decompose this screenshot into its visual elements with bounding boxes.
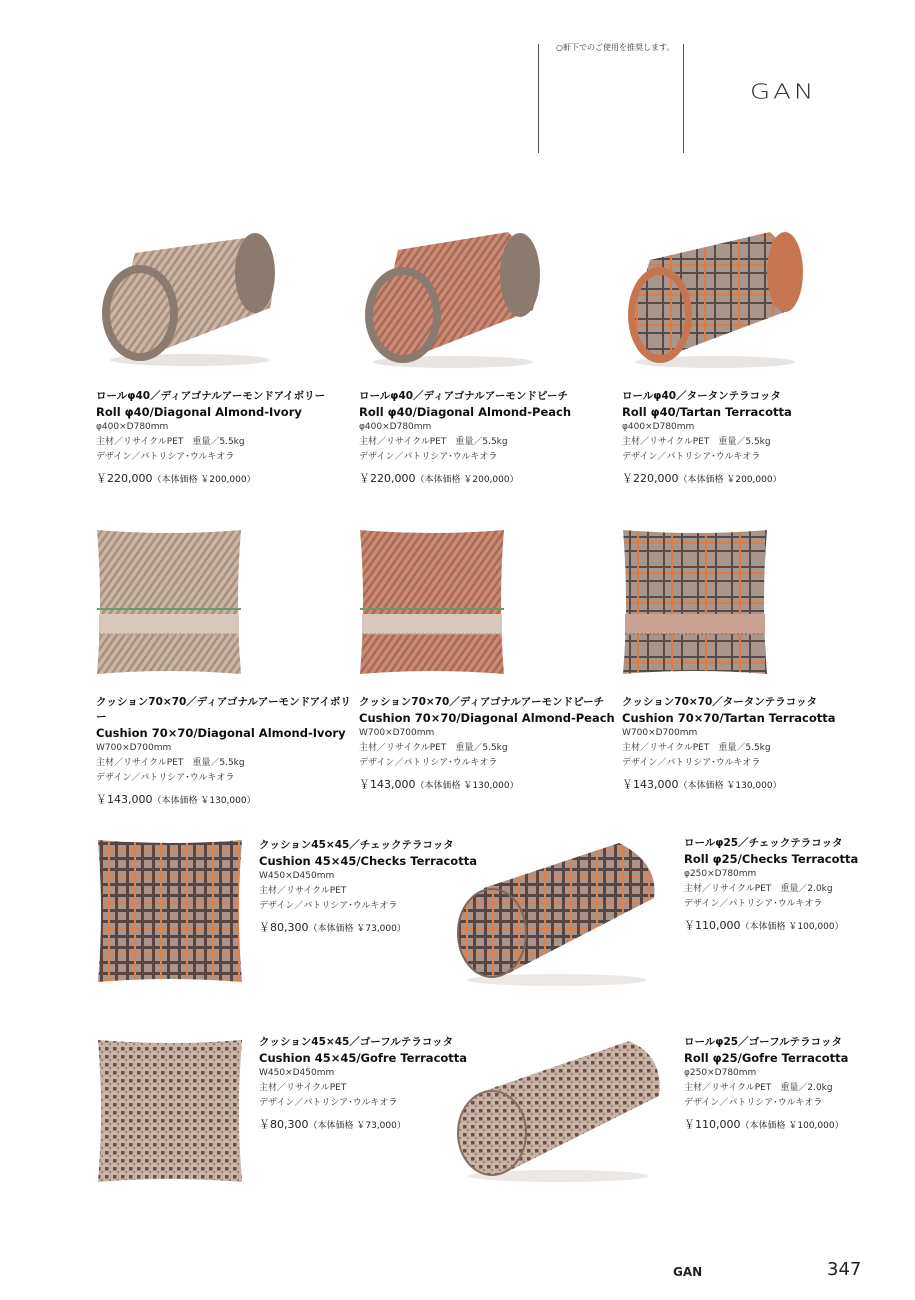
product-name-jp: クッション70×70／ディアゴナルアーモンドピーチ — [359, 696, 605, 708]
product-size: φ250×D780mm — [684, 1068, 757, 1078]
product-spec: 主材／リサイクルPET 重量／5.5kg — [359, 437, 508, 447]
product-size: φ400×D780mm — [96, 422, 169, 432]
product-design: デザイン／パトリシア･ウルキオラ — [684, 899, 823, 909]
product-info — [622, 695, 882, 793]
product-price — [96, 472, 356, 487]
product-name-en: Roll φ40/Diagonal Almond-Ivory — [96, 405, 302, 419]
footer-brand: GAN — [673, 1265, 703, 1279]
price-value: ￥220,000 — [359, 472, 416, 485]
price-base: （本体価格 ￥130,000） — [415, 781, 519, 791]
product-size: W700×D700mm — [622, 728, 698, 738]
price-base: （本体価格 ￥73,000） — [308, 924, 406, 934]
product-info — [259, 1035, 479, 1133]
price-value: ￥220,000 — [622, 472, 679, 485]
price-base: （本体価格 ￥100,000） — [740, 1121, 844, 1131]
product-name-en: Cushion 70×70/Tartan Terracotta — [622, 711, 836, 725]
product-price — [359, 472, 619, 487]
price-base: （本体価格 ￥130,000） — [678, 781, 782, 791]
product-image-cushion70-tartan — [621, 528, 769, 676]
header-divider-right — [683, 44, 684, 153]
product-size: φ250×D780mm — [684, 869, 757, 879]
product-spec: 主材／リサイクルPET 重量／5.5kg — [622, 743, 771, 753]
product-info — [622, 389, 882, 487]
brand-logo: GAN — [750, 80, 817, 104]
product-spec: 主材／リサイクルPET 重量／5.5kg — [622, 437, 771, 447]
product-info — [96, 389, 356, 487]
product-spec: 主材／リサイクルPET — [259, 1083, 347, 1093]
product-image-roll40-ivory — [95, 228, 285, 368]
product-name-jp: ロールφ40／ディアゴナルアーモンドアイボリー — [96, 390, 326, 402]
product-price — [359, 778, 619, 793]
product-image-cushion45-checks — [96, 838, 244, 984]
product-price — [622, 472, 882, 487]
product-size: φ400×D780mm — [622, 422, 695, 432]
price-base: （本体価格 ￥200,000） — [152, 475, 256, 485]
product-image-cushion70-peach — [358, 528, 506, 676]
product-image-roll25-checks — [454, 838, 660, 988]
price-base: （本体価格 ￥200,000） — [678, 475, 782, 485]
product-design: デザイン／パトリシア･ウルキオラ — [359, 452, 498, 462]
product-size: W700×D700mm — [359, 728, 435, 738]
usage-notice: ○軒下でのご使用を推奨します。 — [556, 43, 675, 52]
product-spec: 主材／リサイクルPET 重量／5.5kg — [359, 743, 508, 753]
price-base: （本体価格 ￥100,000） — [740, 922, 844, 932]
product-design: デザイン／パトリシア･ウルキオラ — [96, 452, 235, 462]
product-price — [622, 778, 882, 793]
page-number: 347 — [827, 1259, 862, 1280]
product-name-en: Roll φ25/Gofre Terracotta — [684, 1051, 849, 1065]
product-info — [684, 1035, 904, 1133]
price-value: ￥143,000 — [359, 778, 416, 791]
product-name-jp: ロールφ25／チェックテラコッタ — [684, 837, 843, 849]
product-design: デザイン／パトリシア･ウルキオラ — [96, 773, 235, 783]
product-size: W700×D700mm — [96, 743, 172, 753]
product-name-jp: クッション45×45／ゴーフルテラコッタ — [259, 1036, 454, 1048]
product-info — [259, 838, 479, 936]
price-base: （本体価格 ￥73,000） — [308, 1121, 406, 1131]
product-design: デザイン／パトリシア･ウルキオラ — [359, 758, 498, 768]
product-name-en: Roll φ25/Checks Terracotta — [684, 852, 859, 866]
header-divider-left — [538, 44, 539, 153]
product-spec: 主材／リサイクルPET — [259, 886, 347, 896]
product-name-jp: クッション70×70／ディアゴナルアーモンドアイボリー — [96, 696, 351, 723]
product-price — [684, 919, 904, 934]
product-image-roll25-gofre — [454, 1036, 662, 1184]
product-image-cushion45-gofre — [96, 1038, 244, 1184]
price-value: ￥110,000 — [684, 1118, 741, 1131]
product-image-cushion70-ivory — [95, 528, 243, 676]
product-name-en: Roll φ40/Diagonal Almond-Peach — [359, 405, 572, 419]
product-image-roll40-peach — [358, 220, 548, 370]
product-design: デザイン／パトリシア･ウルキオラ — [259, 1098, 398, 1108]
product-design: デザイン／パトリシア･ウルキオラ — [684, 1098, 823, 1108]
product-name-jp: ロールφ40／タータンテラコッタ — [622, 390, 781, 402]
product-spec: 主材／リサイクルPET 重量／5.5kg — [96, 437, 245, 447]
product-price — [259, 921, 479, 936]
product-info — [359, 695, 619, 793]
product-design: デザイン／パトリシア･ウルキオラ — [259, 901, 398, 911]
price-base: （本体価格 ￥200,000） — [415, 475, 519, 485]
product-name-en: Cushion 45×45/Checks Terracotta — [259, 854, 477, 868]
product-price — [684, 1118, 904, 1133]
product-info — [684, 836, 904, 934]
price-value: ￥80,300 — [259, 1118, 309, 1131]
price-base: （本体価格 ￥130,000） — [152, 796, 256, 806]
product-name-en: Cushion 70×70/Diagonal Almond-Ivory — [96, 726, 346, 740]
product-info — [359, 389, 619, 487]
product-design: デザイン／パトリシア･ウルキオラ — [622, 758, 761, 768]
product-spec: 主材／リサイクルPET 重量／5.5kg — [96, 758, 245, 768]
product-name-jp: ロールφ40／ディアゴナルアーモンドピーチ — [359, 390, 568, 402]
product-price — [96, 793, 356, 808]
price-value: ￥80,300 — [259, 921, 309, 934]
price-value: ￥220,000 — [96, 472, 153, 485]
product-info — [96, 695, 356, 808]
product-image-roll40-tartan — [620, 220, 810, 370]
product-price — [259, 1118, 479, 1133]
product-name-jp: ロールφ25／ゴーフルテラコッタ — [684, 1036, 842, 1048]
product-name-en: Cushion 70×70/Diagonal Almond-Peach — [359, 711, 615, 725]
price-value: ￥110,000 — [684, 919, 741, 932]
product-size: W450×D450mm — [259, 871, 335, 881]
product-name-jp: クッション70×70／タータンテラコッタ — [622, 696, 818, 708]
product-size: W450×D450mm — [259, 1068, 335, 1078]
product-name-en: Cushion 45×45/Gofre Terracotta — [259, 1051, 468, 1065]
product-spec: 主材／リサイクルPET 重量／2.0kg — [684, 884, 833, 894]
price-value: ￥143,000 — [96, 793, 153, 806]
product-name-en: Roll φ40/Tartan Terracotta — [622, 405, 792, 419]
product-spec: 主材／リサイクルPET 重量／2.0kg — [684, 1083, 833, 1093]
product-design: デザイン／パトリシア･ウルキオラ — [622, 452, 761, 462]
product-size: φ400×D780mm — [359, 422, 432, 432]
price-value: ￥143,000 — [622, 778, 679, 791]
product-name-jp: クッション45×45／チェックテラコッタ — [259, 839, 454, 851]
